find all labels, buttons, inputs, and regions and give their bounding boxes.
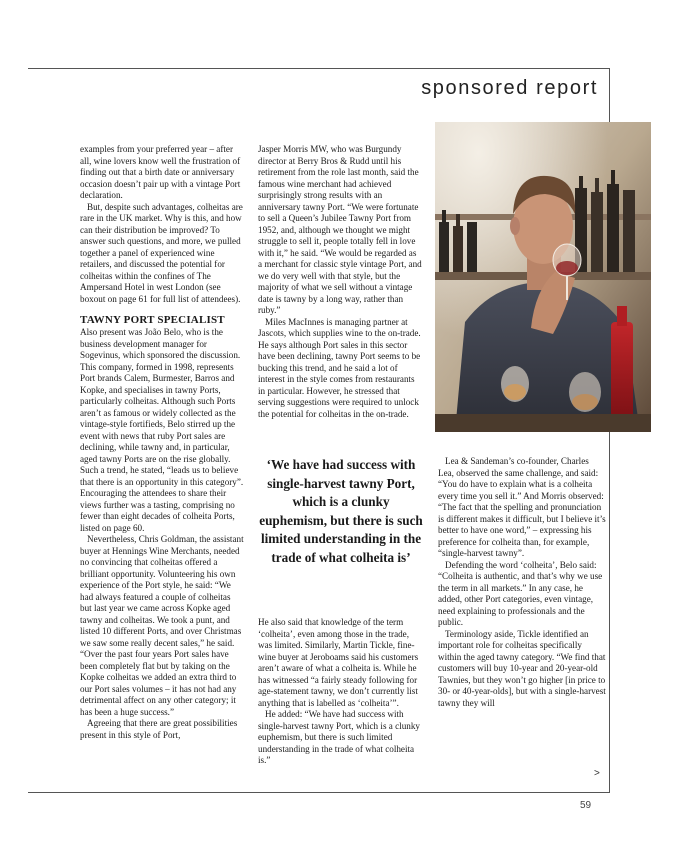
column-3 [438,456,606,709]
bottom-rule [28,792,610,793]
column-1 [80,144,244,741]
paragraph: examples from your preferred year – after all, wine lovers know well the frustration of finding out that a birth date or anniversary occasion doesn’t pair up with a vintage Port declaration. [80,144,241,200]
paragraph: Also present was João Belo, who is the business development manager for Sogevinus, which sponsored the discussion. This company, formed in 1998, represents Port brands Calem, Burmester, Barros and Kopke, and specialises in tawny Ports, particularly colheitas. Although such Ports aren’t as famous or widely collected as the vintage-style fortifieds, Belo stirred up the event with news that ruby Port sales are declining, while tawny and, in particular, aged tawny Ports are on the rise globally. Such a trend, he stated, “leads us to believe that there is an opportunity in this category”. Encouraging the attendees to share their views further was a tasting, comprising no fewer than eight decades of colheita Ports, listed on page 60. [80,327,244,533]
paragraph: Miles MacInnes is managing partner at Jascots, which supplies wine to the on-trade. He says although Port sales in this sector have been declining, tawny Port seems to be bucking this trend, and he said a lot of interest in the style comes from restaurants in particular. However, he stressed that serving suggestions were required to unlock the potential for colheitas in the on-trade. [258,316,421,419]
continued-arrow: > [594,768,600,779]
column-2-lower [258,617,422,767]
column-2 [258,144,422,420]
pull-quote: ‘We have had success with single-harvest tawny Port, which is a clunky euphemism, but there is such limited understanding in the trade of what colheita is’ [259,457,423,565]
photo-man-tasting-port [435,122,651,432]
paragraph: Agreeing that there are great possibilities present in this style of Port, [80,718,238,740]
paragraph: He also said that knowledge of the term ‘colheita’, even among those in the trade, was limited. Similarly, Martin Tickle, fine-wine buyer at Jeroboams said his customers aren’t aware of what a colheita is. While he has witnessed “a fairly steady following for age-statement tawny, we don’t currently list anything that is labelled as ‘colheita’”. [258,617,419,708]
paragraph: Jasper Morris MW, who was Burgundy director at Berry Bros & Rudd until his retirement from the role last month, said the famous wine merchant had achieved surprisingly strong results with an anniversary tawny Port. “We were fortunate to sell a Queen’s Jubilee Tawny Port from 1952, and, although we thought we might struggle to sell it, people totally fell in love with it,” he said. “We would be regarded as a merchant for classic style vintage Port, and we do very well with that style, but the majority of what we sell without a vintage date is tawny by a long way, rather than ruby.” [258,144,422,315]
page-number: 59 [580,800,592,811]
subheading: TAWNY PORT SPECIALIST [80,314,225,326]
top-rule [28,68,610,69]
paragraph: Lea & Sandeman’s co-founder, Charles Lea, observed the same challenge, and said: “You do have to explain what is a colheita every time you sell it.” And Morris observed: “The fact that the spelling and pronunciation is different makes it difficult, but I believe it’s better to have one word,” – expressing his preference for colheita than, for example, “single-harvest tawny”. [438,456,606,558]
section-header: sponsored report [421,77,598,99]
paragraph: He added: “We have had success with single-harvest tawny Port, which is a clunky euphemism, but there is such limited understanding in the trade of what colheita is.” [258,709,420,765]
paragraph: But, despite such advantages, colheitas are rare in the UK market. Why is this, and how can their distribution be improved? To answer such questions, and more, we pulled together a panel of experienced wine retailers, and discussed the potential for colheitas within the confines of The Ampersand Hotel in west London (see boxout on page 61 for full list of attendees). [80,201,243,304]
paragraph: Terminology aside, Tickle identified an important role for colheitas specifically within the aged tawny category. “We find that customers will buy 10-year and 20-year-old Tawnies, but they won’t go higher [in price to 30- or 40-year-olds], but with a single-harvest tawny they will [438,628,606,708]
paragraph: Defending the word ‘colheita’, Belo said: “Colheita is authentic, and that’s why we use the term in all markets.” In any case, he added, other Port categories, even vintage, need explaining to professionals and the public. [438,559,603,627]
paragraph: Nevertheless, Chris Goldman, the assistant buyer at Hennings Wine Merchants, needed no convincing that colheitas offered a brilliant opportunity. Volunteering his own experience of the Port style, he said: “We had always featured a couple of colheitas but last year we came across Kopke aged tawny and colheitas. We took a punt, and listed 10 different Ports, and over Christmas we saw some really decent sales,” he said. “Over the past four years Port sales have been completely flat but by taking on the Kopke colheitas we added an extra third to our Port sales volumes – it has not had any detrimental affect on any other category; it has been a huge success.” [80,534,244,717]
